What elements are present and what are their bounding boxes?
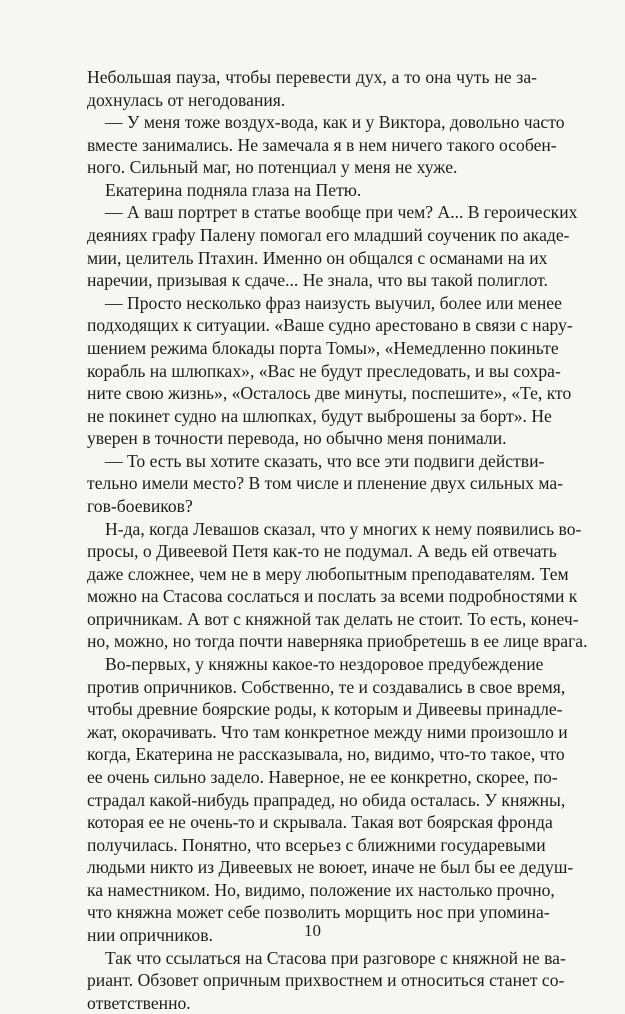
text-line: — А ваш портрет в статье вообще при чем? А... В героических: [105, 202, 578, 223]
text-line: — Просто несколько фраз наизусть выучил, более или менее: [105, 292, 562, 313]
text-line: ка наместником. Но, видимо, положение их настолько прочно,: [87, 879, 555, 900]
text-line: тельно имели место? В том числе и пленение двух сильных ма-: [87, 473, 564, 494]
text-line: нии опричников.: [87, 924, 213, 945]
text-line: чтобы древние боярские роды, к которым и Дивеевы принадле-: [87, 699, 563, 720]
body-text: [87, 66, 588, 1014]
text-line: уверен в точности перевода, но обычно меня понимали.: [87, 428, 507, 449]
text-line: страдал какой-нибудь прапрадед, но обида осталась. У княжны,: [87, 789, 566, 810]
text-line: подходящих к ситуации. «Ваше судно арестовано в связи с нару-: [87, 315, 573, 336]
text-line: Небольшая пауза, чтобы перевести дух, а то она чуть не за-: [87, 67, 537, 87]
text-line: которая ее не очень-то и скрывала. Такая вот боярская фронда: [87, 812, 553, 833]
text-line: деяниях графу Палену помогал его младший соученик по акаде-: [87, 225, 570, 246]
text-line: Так что ссылаться на Стасова при разговоре с княжной не ва-: [105, 947, 566, 968]
text-line: против опричников. Собственно, те и создавались в свое время,: [87, 676, 566, 697]
text-line: что княжна может себе позволить морщить нос при упомина-: [87, 902, 550, 923]
text-line: наречии, призывая к сдаче... Не знала, что вы такой полиглот.: [87, 270, 548, 291]
text-line: жат, окорачивать. Что там конкретное между ними произошло и: [87, 721, 568, 742]
text-line: опричникам. А вот с княжной так делать не стоит. То есть, конеч-: [87, 608, 579, 629]
text-line: просы, о Дивеевой Петя как-то не подумал. А ведь ей отвечать: [87, 541, 557, 562]
text-line: даже сложнее, чем не в меру любопытным преподавателям. Тем: [87, 563, 569, 584]
text-line: корабль на шлюпках», «Вас не будут преследовать, и вы сохра-: [87, 360, 561, 381]
text-line: гов-боевиков?: [87, 495, 193, 516]
text-line: вместе занимались. Не замечала я в нем ничего такого особен-: [87, 134, 557, 155]
text-line: когда, Екатерина не рассказывала, но, видимо, что-то такое, что: [87, 744, 565, 765]
text-line: ответственно.: [87, 992, 191, 1013]
text-line: — У меня тоже воздух-вода, как и у Виктора, довольно часто: [105, 112, 565, 133]
text-line: можно на Стасова сослаться и послать за всеми подробностями к: [87, 586, 578, 607]
text-line: ного. Сильный маг, но потенциал у меня не хуже.: [87, 157, 458, 178]
text-line: — То есть вы хотите сказать, что все эти подвиги действи-: [105, 450, 545, 471]
text-line: ее очень сильно задело. Наверное, не ее конкретно, скорее, по-: [87, 766, 558, 787]
text-line: Н-да, когда Левашов сказал, что у многих к нему появились во-: [105, 518, 582, 539]
text-line: не покинет судно на шлюпках, будут выброшены за борт». Не: [87, 405, 552, 426]
text-line: ните свою жизнь», «Осталось две минуты, поспешите», «Те, кто: [87, 383, 572, 404]
text-line: Екатерина подняла глаза на Петю.: [105, 179, 362, 200]
text-line: мии, целитель Птахин. Именно он общался с османами на их: [87, 247, 548, 268]
text-line: получилась. Понятно, что всерьез с ближними государевыми: [87, 834, 546, 855]
text-line: шением режима блокады порта Томы», «Немедленно покиньте: [87, 337, 559, 358]
text-line: людьми никто из Дивеевых не воюет, иначе не был бы ее дедуш-: [87, 857, 574, 878]
page-number: 10: [304, 921, 321, 940]
text-line: Во-первых, у княжны какое-то нездоровое предубеждение: [105, 654, 544, 675]
text-line: но, можно, но тогда почти наверняка приобретешь в ее лице врага.: [87, 631, 588, 652]
text-line: дохнулась от негодования.: [87, 89, 286, 110]
text-line: риант. Обзовет опричным прихвостнем и относиться станет со-: [87, 970, 565, 991]
